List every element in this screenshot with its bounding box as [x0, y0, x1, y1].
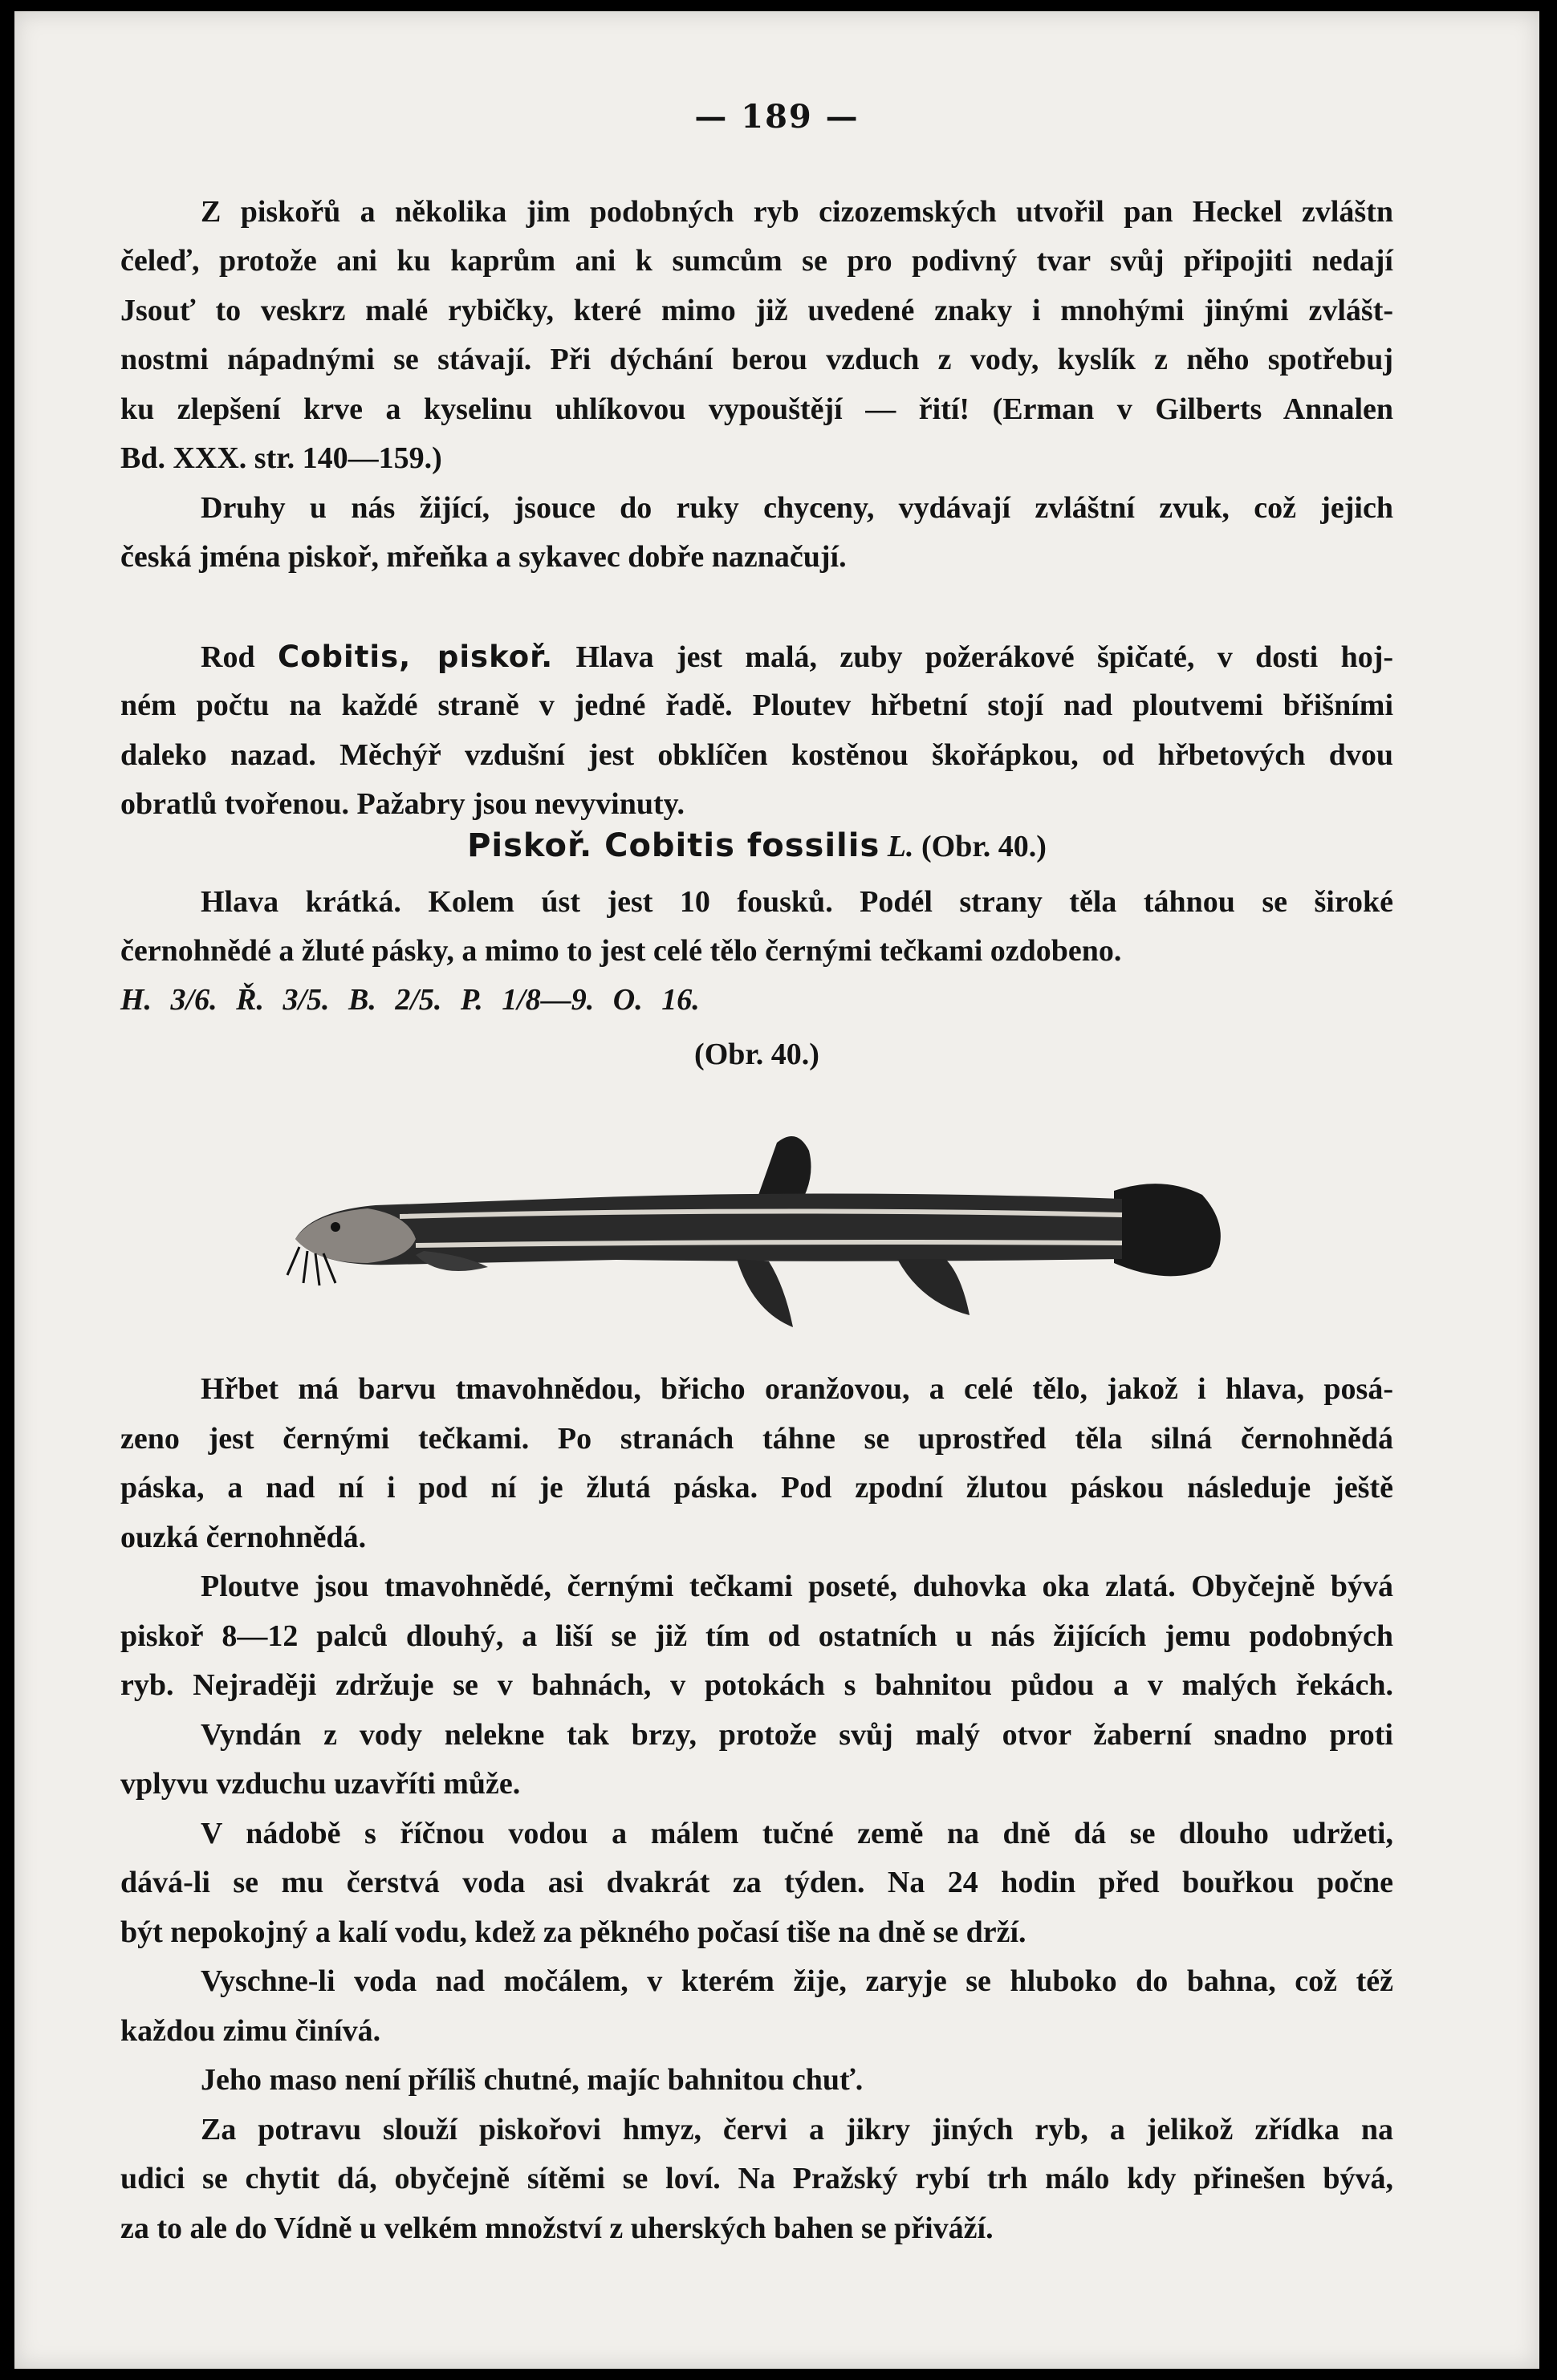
text-line: Z piskořů a několika jim podobných ryb cizozemských utvořil pan Heckel zvláštn: [201, 195, 1393, 229]
fin-formula: H. 3/6. Ř. 3/5. B. 2/5. P. 1/8—9. O. 16.: [120, 983, 700, 1017]
text-line: ouzká černohnědá.: [120, 1520, 367, 1554]
text-line: ném počtu na každé straně v jedné řadě. Ploutev hřbetní stojí nad ploutvemi břišními: [120, 688, 1393, 722]
text-line: za to ale do Vídně u velkém množství z uherských bahen se přiváží.: [120, 2211, 994, 2245]
text-line: obratlů tvořenou. Pažabry jsou nevyvinuty.: [120, 787, 685, 821]
text-line: černohnědé a žluté pásky, a mimo to jest celé tělo černými tečkami ozdobeno.: [120, 934, 1122, 968]
text-line: Jsouť to veskrz malé rybičky, které mimo již uvedené znaky i mnohými jinými zvlášt-: [120, 294, 1393, 327]
species-name: Piskoř. Cobitis fossilis: [467, 827, 880, 864]
text-line: Vyndán z vody nelekne tak brzy, protože svůj malý otvor žaberní snadno proti: [201, 1717, 1393, 1752]
text-line: česká jména piskoř, mřeňka a sykavec dobře naznačují.: [120, 540, 847, 574]
text-line: dává-li se mu čerstvá voda asi dvakrát za týden. Na 24 hodin před bouřkou počne: [120, 1866, 1393, 1899]
species-author: L.: [887, 830, 914, 863]
text-line: každou zimu činívá.: [120, 2013, 381, 2048]
text-line: daleko nazad. Měchýř vzdušní jest obklíčen kostěnou škořápkou, od hřbetových dvou: [120, 738, 1393, 772]
figure-caption: (Obr. 40.): [694, 1038, 819, 1071]
text-line: Vyschne-li voda nad močálem, v kterém žije, zaryje se hluboko do bahna, což též: [201, 1964, 1393, 1998]
text-line: ku zlepšení krve a kyselinu uhlíkovou vypouštějí — řití! (Erman v Gilberts Annalen: [120, 392, 1393, 426]
text-line: Jeho maso není příliš chutné, majíc bahnitou chuť.: [201, 2063, 864, 2097]
text-line: čeleď, protože ani ku kaprům ani k sumcům se pro podivný tvar svůj připojiti nedají: [120, 244, 1393, 278]
text-line: ryb. Nejraději zdržuje se v bahnách, v potokách s bahnitou půdou a v malých řekách.: [120, 1668, 1393, 1702]
text-line: páska, a nad ní i pod ní je žlutá páska. Pod zpodní žlutou páskou následuje ještě: [120, 1471, 1393, 1505]
genus-line: [120, 632, 1393, 681]
page-number: — 189 —: [694, 98, 860, 136]
text-line: piskoř 8—12 palců dlouhý, a liší se již tím od ostatních u nás žijících jemu podobných: [120, 1618, 1393, 1653]
species-figure-ref: (Obr. 40.): [921, 830, 1047, 863]
text-line: vplyvu vzduchu uzavříti může.: [120, 1767, 521, 1801]
genus-prefix: Rod: [201, 640, 255, 674]
text-line: Hlava krátká. Kolem úst jest 10 fousků. Podél strany těla táhnou se široké: [201, 885, 1393, 919]
text-line: V nádobě s říčnou vodou a málem tučné země na dně dá se dlouho udržeti,: [201, 1816, 1393, 1850]
text-line: Ploutve jsou tmavohnědé, černými tečkami poseté, duhovka oka zlatá. Obyčejně bývá: [201, 1570, 1393, 1603]
text-line: Za potravu slouží piskořovi hmyz, červi a jikry jiných ryb, a jelikož zřídka na: [201, 2112, 1393, 2146]
text-line: nostmi nápadnými se stávají. Při dýchání berou vzduch z vody, kyslík z něho spotřebuj: [120, 343, 1393, 376]
text-line: udici se chytit dá, obyčejně sítěmi se loví. Na Pražský rybí trh málo kdy přinešen bývá,: [120, 2162, 1393, 2195]
text-line: Bd. XXX. str. 140—159.): [120, 441, 442, 475]
text-line: zeno jest černými tečkami. Po stranách táhne se uprostřed těla silná černohnědá: [120, 1421, 1393, 1456]
text-line: Druhy u nás žijící, jsouce do ruky chyceny, vydávají zvláštní zvuk, což jejich: [201, 491, 1393, 525]
species-heading: [120, 822, 1393, 871]
book-page: [14, 11, 1539, 2369]
genus-text: Hlava jest malá, zuby požerákové špičaté, v dosti hoj-: [575, 640, 1394, 674]
text-line: být nepokojný a kalí vodu, kdež za pěkného počasí tiše na dně se drží.: [120, 1915, 1026, 1949]
text-line: Hřbet má barvu tmavohnědou, břicho oranžovou, a celé tělo, jakož i hlava, posá-: [201, 1372, 1393, 1406]
loach-illustration: [279, 1095, 1242, 1359]
genus-name: Cobitis, piskoř.: [277, 640, 554, 674]
